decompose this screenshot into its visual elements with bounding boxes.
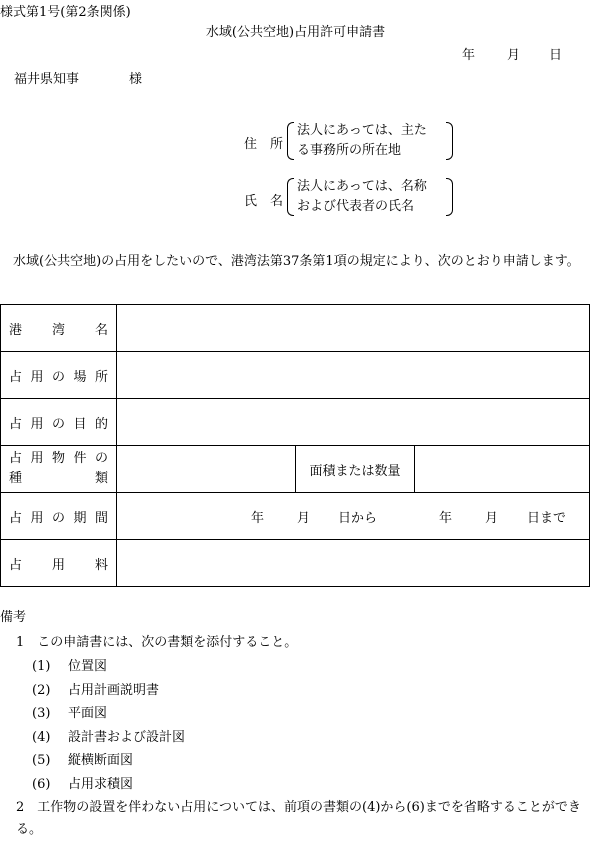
document-item-1: (1) 位置図: [32, 659, 108, 674]
date-month: 月: [507, 48, 521, 63]
fee-label-cell: [1, 540, 117, 587]
bracket-left: [287, 178, 294, 216]
document-item-2: (2) 占用計画説明書: [32, 683, 160, 698]
addressee: [14, 68, 142, 87]
intro-text: 水域(公共空地)の占用をしたいので、港湾法第37条第1項の規定により、次のとおり申請します。: [13, 254, 580, 269]
harbor-name-label: 港 湾 名: [9, 322, 108, 338]
address-note-line2: る事務所の所在地: [297, 143, 402, 158]
period-label: 占 用 の 期 間: [9, 510, 108, 526]
object-type-label-line2: 種 類: [9, 471, 108, 486]
table-row: [1, 446, 590, 493]
form-title: 水域(公共空地)占用許可申請書: [205, 25, 386, 40]
table-row: [1, 305, 590, 352]
addressee-honorific: 様: [129, 72, 143, 87]
harbor-name-field[interactable]: [117, 305, 590, 352]
period-label-cell: [1, 493, 117, 540]
period-to-day: 日まで: [527, 511, 567, 526]
table-row: [1, 540, 590, 587]
form-number: 様式第1号(第2条関係): [0, 5, 131, 20]
name-note: [287, 177, 453, 217]
address-note: [287, 121, 453, 161]
location-field[interactable]: [117, 352, 590, 399]
fee-label: 占 用 料: [9, 557, 108, 573]
bracket-right: [446, 178, 453, 216]
remarks-item-1: 1 この申請書には、次の書類を添付すること。: [16, 635, 298, 650]
object-type-field[interactable]: [117, 446, 296, 493]
area-field[interactable]: [415, 446, 590, 493]
purpose-label-cell: [1, 399, 117, 446]
bracket-left: [287, 122, 294, 160]
address-label: 住 所: [244, 137, 284, 152]
object-type-label-line1: 占 用 物 件 の: [9, 451, 108, 466]
object-type-label-cell: [1, 446, 117, 493]
table-row: [1, 352, 590, 399]
harbor-name-label-cell: [1, 305, 117, 352]
location-label-cell: [1, 352, 117, 399]
address-note-line1: 法人にあっては、主た: [297, 123, 427, 138]
period-to-month: 月: [485, 511, 499, 526]
document-item-6: (6) 占用求積図: [32, 777, 134, 792]
bracket-right: [446, 122, 453, 160]
area-label: 面積または数量: [296, 446, 415, 493]
date-day: 日: [549, 48, 563, 63]
document-item-5: (5) 縦横断面図: [32, 753, 134, 768]
document-item-3: (3) 平面図: [32, 706, 108, 721]
name-note-line1: 法人にあっては、名称: [297, 179, 427, 194]
remarks-item-2: 2 工作物の設置を伴わない占用については、前項の書類の(4)から(6)までを省略することができる。: [16, 800, 581, 837]
table-row: [1, 493, 590, 540]
document-item-4: (4) 設計書および設計図: [32, 730, 186, 745]
period-from-month: 月: [297, 511, 311, 526]
period-from-year: 年: [251, 511, 265, 526]
name-label: 氏 名: [244, 194, 284, 209]
purpose-field[interactable]: [117, 399, 590, 446]
location-label: 占 用 の 場 所: [9, 369, 108, 385]
application-table: [0, 304, 590, 587]
period-from-day: 日から: [338, 511, 378, 526]
date-year: 年: [462, 48, 476, 63]
purpose-label: 占 用 の 目 的: [9, 416, 108, 432]
period-field[interactable]: [117, 493, 590, 540]
name-note-line2: および代表者の氏名: [297, 199, 415, 214]
remarks-heading: 備考: [0, 610, 27, 625]
table-row: [1, 399, 590, 446]
period-to-year: 年: [439, 511, 453, 526]
fee-field[interactable]: [117, 540, 590, 587]
addressee-name: 福井県知事: [14, 72, 80, 87]
